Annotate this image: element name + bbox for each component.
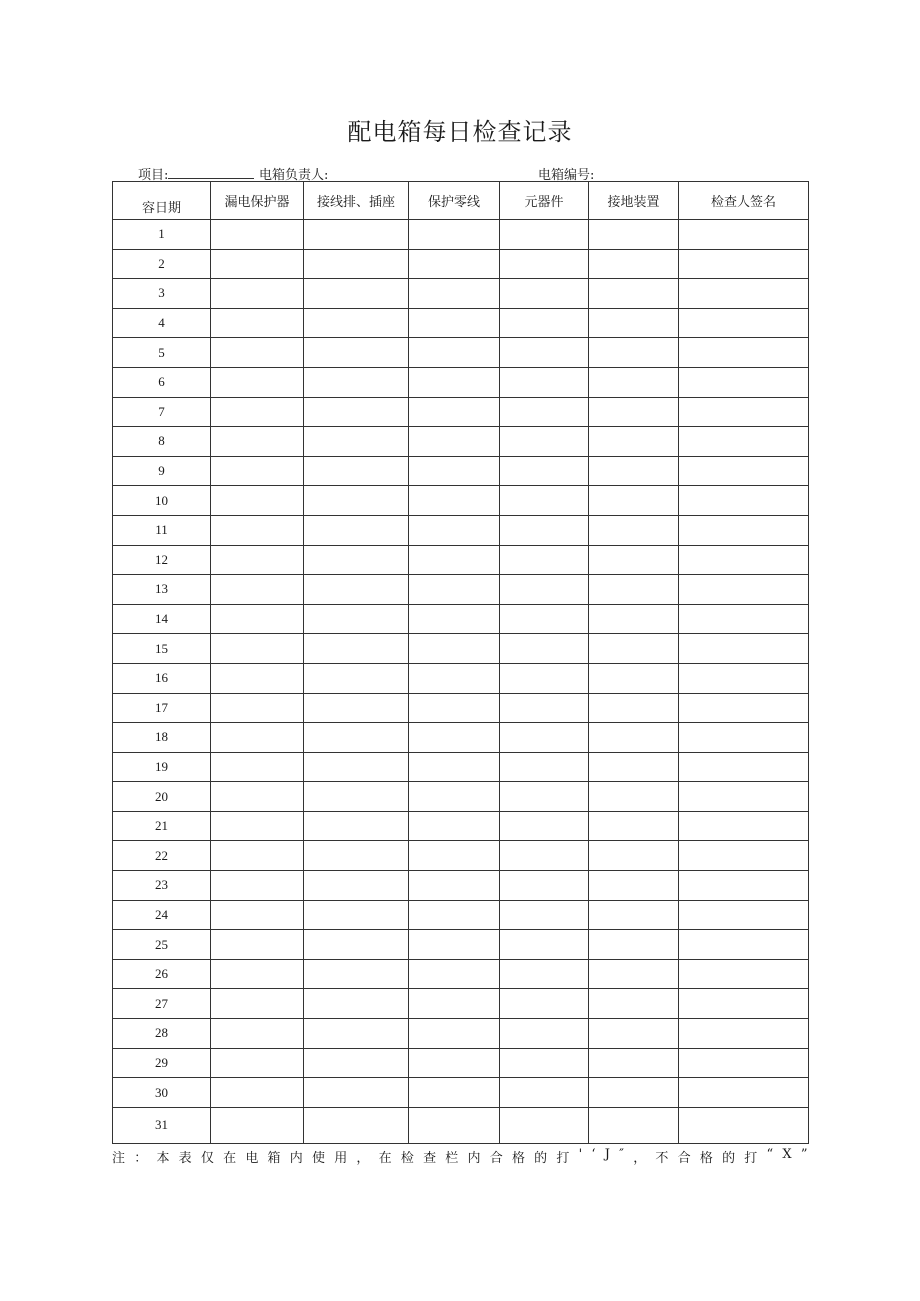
check-cell[interactable] xyxy=(409,308,500,338)
check-cell[interactable] xyxy=(679,811,809,841)
check-cell[interactable] xyxy=(304,308,409,338)
check-cell[interactable] xyxy=(500,782,589,812)
check-cell[interactable] xyxy=(589,279,679,309)
table-row xyxy=(113,841,809,871)
day-number: 20 xyxy=(113,782,211,812)
check-cell[interactable] xyxy=(679,575,809,605)
day-number: 27 xyxy=(113,989,211,1019)
footnote-char: J xyxy=(604,1147,610,1162)
check-cell[interactable] xyxy=(500,752,589,782)
check-cell[interactable] xyxy=(304,1107,409,1143)
check-cell[interactable] xyxy=(679,515,809,545)
check-cell[interactable] xyxy=(409,811,500,841)
check-cell[interactable] xyxy=(211,900,304,930)
day-number: 26 xyxy=(113,959,211,989)
check-cell[interactable] xyxy=(589,575,679,605)
check-cell[interactable] xyxy=(679,900,809,930)
check-cell[interactable] xyxy=(500,249,589,279)
check-cell[interactable] xyxy=(500,545,589,575)
footnote-char: 电 xyxy=(245,1151,259,1166)
check-cell[interactable] xyxy=(679,782,809,812)
footnote-char: 内 xyxy=(289,1151,303,1166)
check-cell[interactable] xyxy=(589,959,679,989)
check-cell[interactable] xyxy=(589,456,679,486)
check-cell[interactable] xyxy=(211,515,304,545)
table-row xyxy=(113,1107,809,1143)
check-cell[interactable] xyxy=(409,604,500,634)
check-cell[interactable] xyxy=(589,249,679,279)
check-cell[interactable] xyxy=(211,871,304,901)
check-cell[interactable] xyxy=(409,367,500,397)
check-cell[interactable] xyxy=(409,338,500,368)
check-cell[interactable] xyxy=(500,841,589,871)
check-cell[interactable] xyxy=(500,900,589,930)
check-cell[interactable] xyxy=(589,486,679,516)
day-number: 8 xyxy=(113,427,211,457)
check-cell[interactable] xyxy=(304,279,409,309)
check-cell[interactable] xyxy=(500,663,589,693)
check-cell[interactable] xyxy=(211,486,304,516)
check-cell[interactable] xyxy=(409,456,500,486)
check-cell[interactable] xyxy=(409,1107,500,1143)
check-cell[interactable] xyxy=(409,959,500,989)
day-number: 25 xyxy=(113,930,211,960)
day-number: 2 xyxy=(113,249,211,279)
check-cell[interactable] xyxy=(409,515,500,545)
check-cell[interactable] xyxy=(589,367,679,397)
footnote-char: 打 xyxy=(556,1151,570,1166)
check-cell[interactable] xyxy=(211,338,304,368)
table-row xyxy=(113,1048,809,1078)
day-number: 13 xyxy=(113,575,211,605)
table-header-row xyxy=(113,182,809,220)
footnote-char: 内 xyxy=(467,1151,481,1166)
check-cell[interactable] xyxy=(500,427,589,457)
table-row xyxy=(113,1078,809,1108)
check-cell[interactable] xyxy=(304,634,409,664)
check-cell[interactable] xyxy=(589,1019,679,1049)
footnote-char: 仅 xyxy=(200,1151,214,1166)
check-cell[interactable] xyxy=(409,1078,500,1108)
check-cell[interactable] xyxy=(211,752,304,782)
check-cell[interactable] xyxy=(679,1078,809,1108)
footnote-char: 箱 xyxy=(267,1151,281,1166)
check-cell[interactable] xyxy=(679,959,809,989)
check-cell[interactable] xyxy=(409,752,500,782)
check-cell[interactable] xyxy=(211,782,304,812)
footnote-char: X xyxy=(782,1147,792,1162)
footnote-char: 查 xyxy=(423,1151,437,1166)
check-cell[interactable] xyxy=(589,338,679,368)
day-number: 3 xyxy=(113,279,211,309)
check-cell[interactable] xyxy=(500,1048,589,1078)
footnote-char: 的 xyxy=(722,1151,736,1166)
table-row xyxy=(113,456,809,486)
check-cell[interactable] xyxy=(304,397,409,427)
day-number: 12 xyxy=(113,545,211,575)
check-cell[interactable] xyxy=(304,959,409,989)
check-cell[interactable] xyxy=(211,723,304,753)
check-cell[interactable] xyxy=(409,930,500,960)
check-cell[interactable] xyxy=(679,427,809,457)
column-header-components: 元器件 xyxy=(500,182,589,220)
day-number: 23 xyxy=(113,871,211,901)
check-cell[interactable] xyxy=(304,1078,409,1108)
check-cell[interactable] xyxy=(500,575,589,605)
check-cell[interactable] xyxy=(304,693,409,723)
check-cell[interactable] xyxy=(409,900,500,930)
check-cell[interactable] xyxy=(679,249,809,279)
table-row xyxy=(113,367,809,397)
table-row xyxy=(113,811,809,841)
check-cell[interactable] xyxy=(679,397,809,427)
check-cell[interactable] xyxy=(304,1048,409,1078)
check-cell[interactable] xyxy=(304,663,409,693)
page-title: 配电箱每日检查记录 xyxy=(347,118,573,146)
footnote-char: ， xyxy=(633,1151,647,1166)
check-cell[interactable] xyxy=(500,397,589,427)
check-cell[interactable] xyxy=(500,693,589,723)
check-cell[interactable] xyxy=(589,663,679,693)
check-cell[interactable] xyxy=(500,220,589,250)
check-cell[interactable] xyxy=(500,604,589,634)
footnote-char: ″ xyxy=(619,1147,624,1162)
day-number: 17 xyxy=(113,693,211,723)
table-row xyxy=(113,427,809,457)
check-cell[interactable] xyxy=(589,1048,679,1078)
footnote-char: 检 xyxy=(400,1151,414,1166)
footnote xyxy=(112,1147,808,1166)
column-header-terminal-socket: 接线排、插座 xyxy=(304,182,409,220)
table-row xyxy=(113,723,809,753)
check-cell[interactable] xyxy=(679,338,809,368)
check-cell[interactable] xyxy=(589,634,679,664)
check-cell[interactable] xyxy=(304,930,409,960)
check-cell[interactable] xyxy=(211,811,304,841)
check-cell[interactable] xyxy=(589,871,679,901)
check-cell[interactable] xyxy=(211,959,304,989)
check-cell[interactable] xyxy=(304,545,409,575)
check-cell[interactable] xyxy=(589,811,679,841)
check-cell[interactable] xyxy=(589,220,679,250)
check-cell[interactable] xyxy=(589,1107,679,1143)
check-cell[interactable] xyxy=(211,220,304,250)
column-header-inspector-signature: 检查人签名 xyxy=(679,182,809,220)
table-row xyxy=(113,752,809,782)
check-cell[interactable] xyxy=(589,427,679,457)
table-row xyxy=(113,634,809,664)
column-header-grounding-device: 接地装置 xyxy=(589,182,679,220)
check-cell[interactable] xyxy=(304,456,409,486)
footnote-char: 本 xyxy=(156,1151,170,1166)
check-cell[interactable] xyxy=(500,367,589,397)
check-cell[interactable] xyxy=(211,989,304,1019)
check-cell[interactable] xyxy=(304,782,409,812)
check-cell[interactable] xyxy=(409,575,500,605)
table-row xyxy=(113,545,809,575)
table-row xyxy=(113,871,809,901)
day-number: 5 xyxy=(113,338,211,368)
check-cell[interactable] xyxy=(304,427,409,457)
check-cell[interactable] xyxy=(589,900,679,930)
check-cell[interactable] xyxy=(409,397,500,427)
table-row xyxy=(113,279,809,309)
column-header-leakage-protector: 漏电保护器 xyxy=(211,182,304,220)
footnote-char: 在 xyxy=(223,1151,237,1166)
footnote-char: 合 xyxy=(677,1151,691,1166)
check-cell[interactable] xyxy=(589,1078,679,1108)
day-number: 4 xyxy=(113,308,211,338)
check-cell[interactable] xyxy=(679,308,809,338)
check-cell[interactable] xyxy=(211,930,304,960)
day-number: 18 xyxy=(113,723,211,753)
check-cell[interactable] xyxy=(589,930,679,960)
check-cell[interactable] xyxy=(589,693,679,723)
check-cell[interactable] xyxy=(211,1048,304,1078)
check-cell[interactable] xyxy=(679,1048,809,1078)
check-cell[interactable] xyxy=(679,456,809,486)
check-cell[interactable] xyxy=(304,989,409,1019)
check-cell[interactable] xyxy=(211,456,304,486)
check-cell[interactable] xyxy=(500,634,589,664)
footnote-char: ” xyxy=(800,1147,808,1162)
footnote-char: 栏 xyxy=(445,1151,459,1166)
check-cell[interactable] xyxy=(304,486,409,516)
check-cell[interactable] xyxy=(679,723,809,753)
check-cell[interactable] xyxy=(500,1019,589,1049)
day-number: 19 xyxy=(113,752,211,782)
footnote-char: 合 xyxy=(489,1151,503,1166)
column-header-protective-neutral: 保护零线 xyxy=(409,182,500,220)
check-cell[interactable] xyxy=(211,1107,304,1143)
day-number: 30 xyxy=(113,1078,211,1108)
check-cell[interactable] xyxy=(679,693,809,723)
check-cell[interactable] xyxy=(304,338,409,368)
check-cell[interactable] xyxy=(679,220,809,250)
footnote-char: ‘ xyxy=(591,1147,596,1162)
check-cell[interactable] xyxy=(589,397,679,427)
check-cell[interactable] xyxy=(409,723,500,753)
footnote-char: 格 xyxy=(511,1151,525,1166)
check-cell[interactable] xyxy=(679,752,809,782)
check-cell[interactable] xyxy=(409,782,500,812)
check-cell[interactable] xyxy=(589,723,679,753)
check-cell[interactable] xyxy=(409,663,500,693)
check-cell[interactable] xyxy=(409,427,500,457)
box-number-label: 电箱编号: xyxy=(538,168,595,183)
day-number: 31 xyxy=(113,1107,211,1143)
check-cell[interactable] xyxy=(679,930,809,960)
footnote-char: ' xyxy=(578,1147,583,1162)
table-row xyxy=(113,1019,809,1049)
check-cell[interactable] xyxy=(679,604,809,634)
check-cell[interactable] xyxy=(679,367,809,397)
table-row xyxy=(113,249,809,279)
check-cell[interactable] xyxy=(679,279,809,309)
table-row xyxy=(113,959,809,989)
check-cell[interactable] xyxy=(409,841,500,871)
check-cell[interactable] xyxy=(589,515,679,545)
check-cell[interactable] xyxy=(409,871,500,901)
owner-label: 电箱负责人: xyxy=(259,168,329,183)
check-cell[interactable] xyxy=(500,338,589,368)
check-cell[interactable] xyxy=(679,841,809,871)
check-cell[interactable] xyxy=(409,693,500,723)
check-cell[interactable] xyxy=(500,515,589,545)
day-number: 15 xyxy=(113,634,211,664)
check-cell[interactable] xyxy=(500,811,589,841)
check-cell[interactable] xyxy=(409,1019,500,1049)
check-cell[interactable] xyxy=(500,1107,589,1143)
check-cell[interactable] xyxy=(211,663,304,693)
check-cell[interactable] xyxy=(211,279,304,309)
check-cell[interactable] xyxy=(589,604,679,634)
check-cell[interactable] xyxy=(500,486,589,516)
check-cell[interactable] xyxy=(211,427,304,457)
footnote-char: 的 xyxy=(534,1151,548,1166)
check-cell[interactable] xyxy=(589,308,679,338)
check-cell[interactable] xyxy=(679,486,809,516)
check-cell[interactable] xyxy=(409,249,500,279)
check-cell[interactable] xyxy=(409,486,500,516)
day-number: 6 xyxy=(113,367,211,397)
day-number: 29 xyxy=(113,1048,211,1078)
footnote-char: 用 xyxy=(334,1151,348,1166)
footnote-char: ， xyxy=(356,1151,370,1166)
check-cell[interactable] xyxy=(211,575,304,605)
check-cell[interactable] xyxy=(304,900,409,930)
table-row xyxy=(113,604,809,634)
day-number: 10 xyxy=(113,486,211,516)
table-row xyxy=(113,989,809,1019)
table-row xyxy=(113,782,809,812)
check-cell[interactable] xyxy=(304,841,409,871)
check-cell[interactable] xyxy=(304,367,409,397)
check-cell[interactable] xyxy=(304,604,409,634)
footnote-char: 打 xyxy=(744,1151,758,1166)
check-cell[interactable] xyxy=(500,989,589,1019)
footnote-char: 使 xyxy=(311,1151,325,1166)
check-cell[interactable] xyxy=(589,989,679,1019)
check-cell[interactable] xyxy=(304,723,409,753)
footnote-char: 在 xyxy=(378,1151,392,1166)
footnote-char: 注 xyxy=(112,1151,126,1166)
table-row xyxy=(113,663,809,693)
check-cell[interactable] xyxy=(500,279,589,309)
day-number: 28 xyxy=(113,1019,211,1049)
footnote-char: 表 xyxy=(178,1151,192,1166)
check-cell[interactable] xyxy=(211,367,304,397)
check-cell[interactable] xyxy=(679,1107,809,1143)
day-number: 7 xyxy=(113,397,211,427)
check-cell[interactable] xyxy=(304,752,409,782)
check-cell[interactable] xyxy=(211,693,304,723)
table-row xyxy=(113,397,809,427)
check-cell[interactable] xyxy=(211,841,304,871)
day-number: 21 xyxy=(113,811,211,841)
check-cell[interactable] xyxy=(679,1019,809,1049)
inspection-table xyxy=(112,181,809,1144)
footnote-char: “ xyxy=(766,1147,774,1162)
check-cell[interactable] xyxy=(211,1019,304,1049)
footnote-char: ： xyxy=(134,1151,148,1166)
day-number: 14 xyxy=(113,604,211,634)
check-cell[interactable] xyxy=(211,634,304,664)
day-number: 24 xyxy=(113,900,211,930)
check-cell[interactable] xyxy=(589,752,679,782)
check-cell[interactable] xyxy=(589,841,679,871)
table-row xyxy=(113,486,809,516)
project-underline xyxy=(168,166,254,179)
table-row xyxy=(113,515,809,545)
check-cell[interactable] xyxy=(304,249,409,279)
check-cell[interactable] xyxy=(409,220,500,250)
check-cell[interactable] xyxy=(211,1078,304,1108)
check-cell[interactable] xyxy=(211,545,304,575)
check-cell[interactable] xyxy=(679,871,809,901)
table-row xyxy=(113,575,809,605)
check-cell[interactable] xyxy=(211,308,304,338)
day-number: 11 xyxy=(113,515,211,545)
check-cell[interactable] xyxy=(304,871,409,901)
table-row xyxy=(113,338,809,368)
check-cell[interactable] xyxy=(211,397,304,427)
day-number: 16 xyxy=(113,663,211,693)
check-cell[interactable] xyxy=(679,634,809,664)
day-number: 22 xyxy=(113,841,211,871)
check-cell[interactable] xyxy=(500,871,589,901)
check-cell[interactable] xyxy=(304,811,409,841)
check-cell[interactable] xyxy=(500,456,589,486)
check-cell[interactable] xyxy=(679,663,809,693)
check-cell[interactable] xyxy=(589,782,679,812)
check-cell[interactable] xyxy=(500,959,589,989)
check-cell[interactable] xyxy=(211,249,304,279)
check-cell[interactable] xyxy=(304,1019,409,1049)
table-row xyxy=(113,693,809,723)
check-cell[interactable] xyxy=(500,930,589,960)
footnote-char: 不 xyxy=(655,1151,669,1166)
day-number: 1 xyxy=(113,220,211,250)
check-cell[interactable] xyxy=(409,545,500,575)
check-cell[interactable] xyxy=(589,545,679,575)
check-cell[interactable] xyxy=(500,308,589,338)
table-row xyxy=(113,930,809,960)
day-number: 9 xyxy=(113,456,211,486)
check-cell[interactable] xyxy=(304,515,409,545)
check-cell[interactable] xyxy=(500,723,589,753)
table-row xyxy=(113,220,809,250)
table-row xyxy=(113,308,809,338)
check-cell[interactable] xyxy=(409,634,500,664)
check-cell[interactable] xyxy=(409,1048,500,1078)
check-cell[interactable] xyxy=(304,220,409,250)
check-cell[interactable] xyxy=(500,1078,589,1108)
check-cell[interactable] xyxy=(679,989,809,1019)
check-cell[interactable] xyxy=(409,989,500,1019)
check-cell[interactable] xyxy=(409,279,500,309)
check-cell[interactable] xyxy=(679,545,809,575)
check-cell[interactable] xyxy=(304,575,409,605)
table-row xyxy=(113,900,809,930)
check-cell[interactable] xyxy=(211,604,304,634)
column-header-date: 容日期 xyxy=(113,182,211,220)
project-label: 项目: xyxy=(138,168,169,183)
footnote-char: 格 xyxy=(699,1151,713,1166)
